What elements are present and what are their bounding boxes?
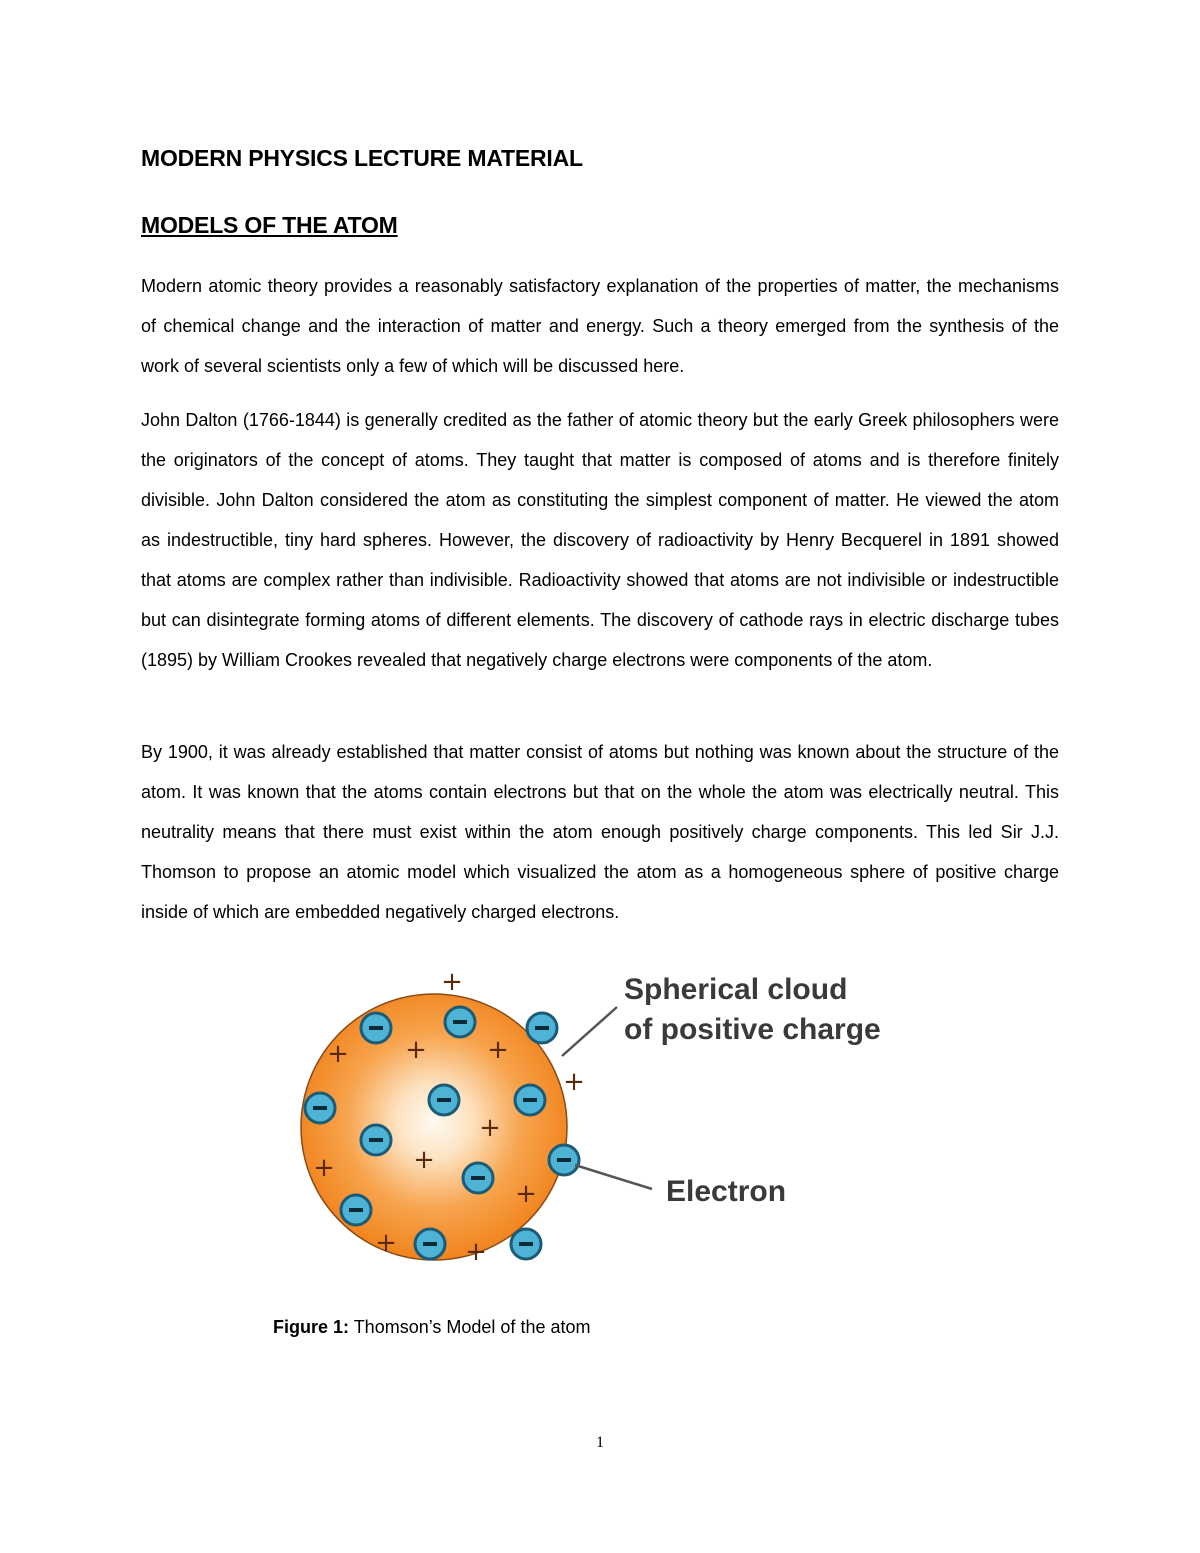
page-number: 1 <box>596 1434 604 1451</box>
thomson-model-diagram <box>300 960 920 1290</box>
section-heading: MODELS OF THE ATOM <box>141 212 398 238</box>
electron-icon <box>527 1013 557 1043</box>
proton-plus-sign: + <box>465 1237 487 1267</box>
proton-plus-sign: + <box>413 1145 435 1175</box>
electron-pointer-line <box>575 1165 652 1189</box>
electron-icon <box>415 1229 445 1259</box>
electron-icon <box>515 1085 545 1115</box>
electron-icon <box>305 1093 335 1123</box>
electron-icon <box>341 1195 371 1225</box>
thomson-model-figure <box>300 960 920 1290</box>
proton-plus-sign: + <box>441 967 463 997</box>
paragraph-1 <box>141 266 1059 386</box>
paragraph-2 <box>141 400 1059 680</box>
cloud-pointer-line <box>562 1007 617 1056</box>
cloud-label-line1: Spherical cloud <box>624 973 848 1006</box>
paragraph-2-text: John Dalton (1766-1844) is generally credited as the father of atomic theory but the early Greek philosophers were the originators of the concept of atoms. They taught that matter is composed of atoms and is therefore finitely divisible. John Dalton considered the atom as constituting the simplest component of matter. He viewed the atom as indestructible, tiny hard spheres. However, the discovery of radioactivity by Henry Becquerel in 1891 showed that atoms are complex rather than indivisible. Radioactivity showed that atoms are not indivisible or indestructible but can disintegrate forming atoms of different elements. The discovery of cathode rays in electric discharge tubes (1895) by William Crookes revealed that negatively charge electrons were components of the atom. <box>141 410 1059 670</box>
electron-icon <box>463 1163 493 1193</box>
proton-plus-sign: + <box>479 1113 501 1143</box>
proton-plus-sign: + <box>327 1039 349 1069</box>
proton-plus-sign: + <box>563 1067 585 1097</box>
electron-icon <box>361 1125 391 1155</box>
figure-caption-text: Thomson’s Model of the atom <box>349 1317 591 1337</box>
proton-plus-sign: + <box>313 1153 335 1183</box>
electron-icon <box>429 1085 459 1115</box>
figure-caption <box>273 1317 590 1338</box>
paragraph-3-text: By 1900, it was already established that matter consist of atoms but nothing was known about the structure of the atom. It was known that the atoms contain electrons but that on the whole the atom was electrically neutral. This neutrality means that there must exist within the atom enough positively charge components. This led Sir J.J. Thomson to propose an atomic model which visualized the atom as a homogeneous sphere of positive charge inside of which are embedded negatively charged electrons. <box>141 742 1059 922</box>
electron-icon <box>549 1145 579 1175</box>
proton-plus-sign: + <box>487 1035 509 1065</box>
proton-plus-sign: + <box>375 1228 397 1258</box>
electron-icon <box>511 1229 541 1259</box>
cloud-label-line2: of positive charge <box>624 1013 881 1046</box>
electron-icon <box>361 1013 391 1043</box>
document-title: MODERN PHYSICS LECTURE MATERIAL <box>141 145 583 171</box>
electron-label: Electron <box>666 1175 787 1208</box>
paragraph-1-text: Modern atomic theory provides a reasonably satisfactory explanation of the properties of matter, the mechanisms of chemical change and the interaction of matter and energy. Such a theory emerged from the synthesis of the work of several scientists only a few of which will be discussed here. <box>141 276 1059 376</box>
figure-caption-label: Figure 1: <box>273 1317 350 1337</box>
proton-plus-sign: + <box>515 1179 537 1209</box>
proton-plus-sign: + <box>405 1035 427 1065</box>
paragraph-3 <box>141 732 1059 932</box>
electron-icon <box>445 1007 475 1037</box>
